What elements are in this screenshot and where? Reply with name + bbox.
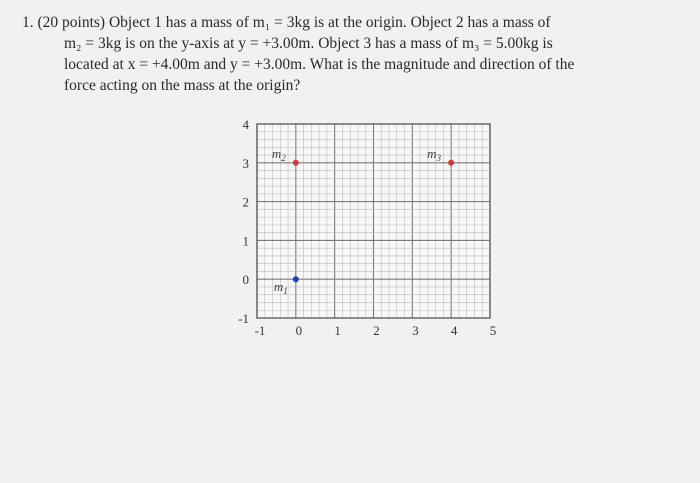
x-tick-label: 5 [489,323,497,338]
y-tick-label: 1 [242,233,249,249]
problem-text-line-1: (20 points) Object 1 has a mass of m₁ = 3kg is at the origin. Object 2 has a mass of [37,14,551,31]
y-tick-label: -1 [238,311,249,326]
x-tick-label: 4 [450,323,458,338]
x-tick-label: -1 [254,323,266,338]
x-tick-label: 2 [373,323,380,338]
point-label-m2: $m_2$ [271,145,286,163]
grid-chart [220,112,510,352]
x-tick-label: 0 [295,323,303,338]
y-tick-label: 0 [242,272,249,288]
problem-statement [22,12,682,96]
y-tick-label: 3 [242,155,249,171]
coordinate-grid-figure [220,112,510,352]
x-tick-label: 3 [412,323,419,338]
problem-text-line-2: m₂ = 3kg is on the y-axis at y = +3.00m. Object 3 has a mass of m₃ = 5.00kg is [64,35,553,52]
point-label-m1: $m_1$ [273,279,288,297]
point-label-m3: $m_3$ [427,145,442,163]
problem-line-1 [22,12,682,33]
point-m2 [293,160,299,166]
problem-text-line-4: force acting on the mass at the origin? [64,77,301,94]
problem-text-line-3: located at x = +4.00m and y = +3.00m. What is the magnitude and direction of the [64,56,575,73]
point-m1 [293,276,299,282]
point-m3 [448,160,454,166]
y-tick-label: 4 [242,117,249,132]
y-tick-label: 2 [242,194,249,210]
x-tick-label: 1 [334,323,341,338]
problem-number: 1. [22,14,34,31]
